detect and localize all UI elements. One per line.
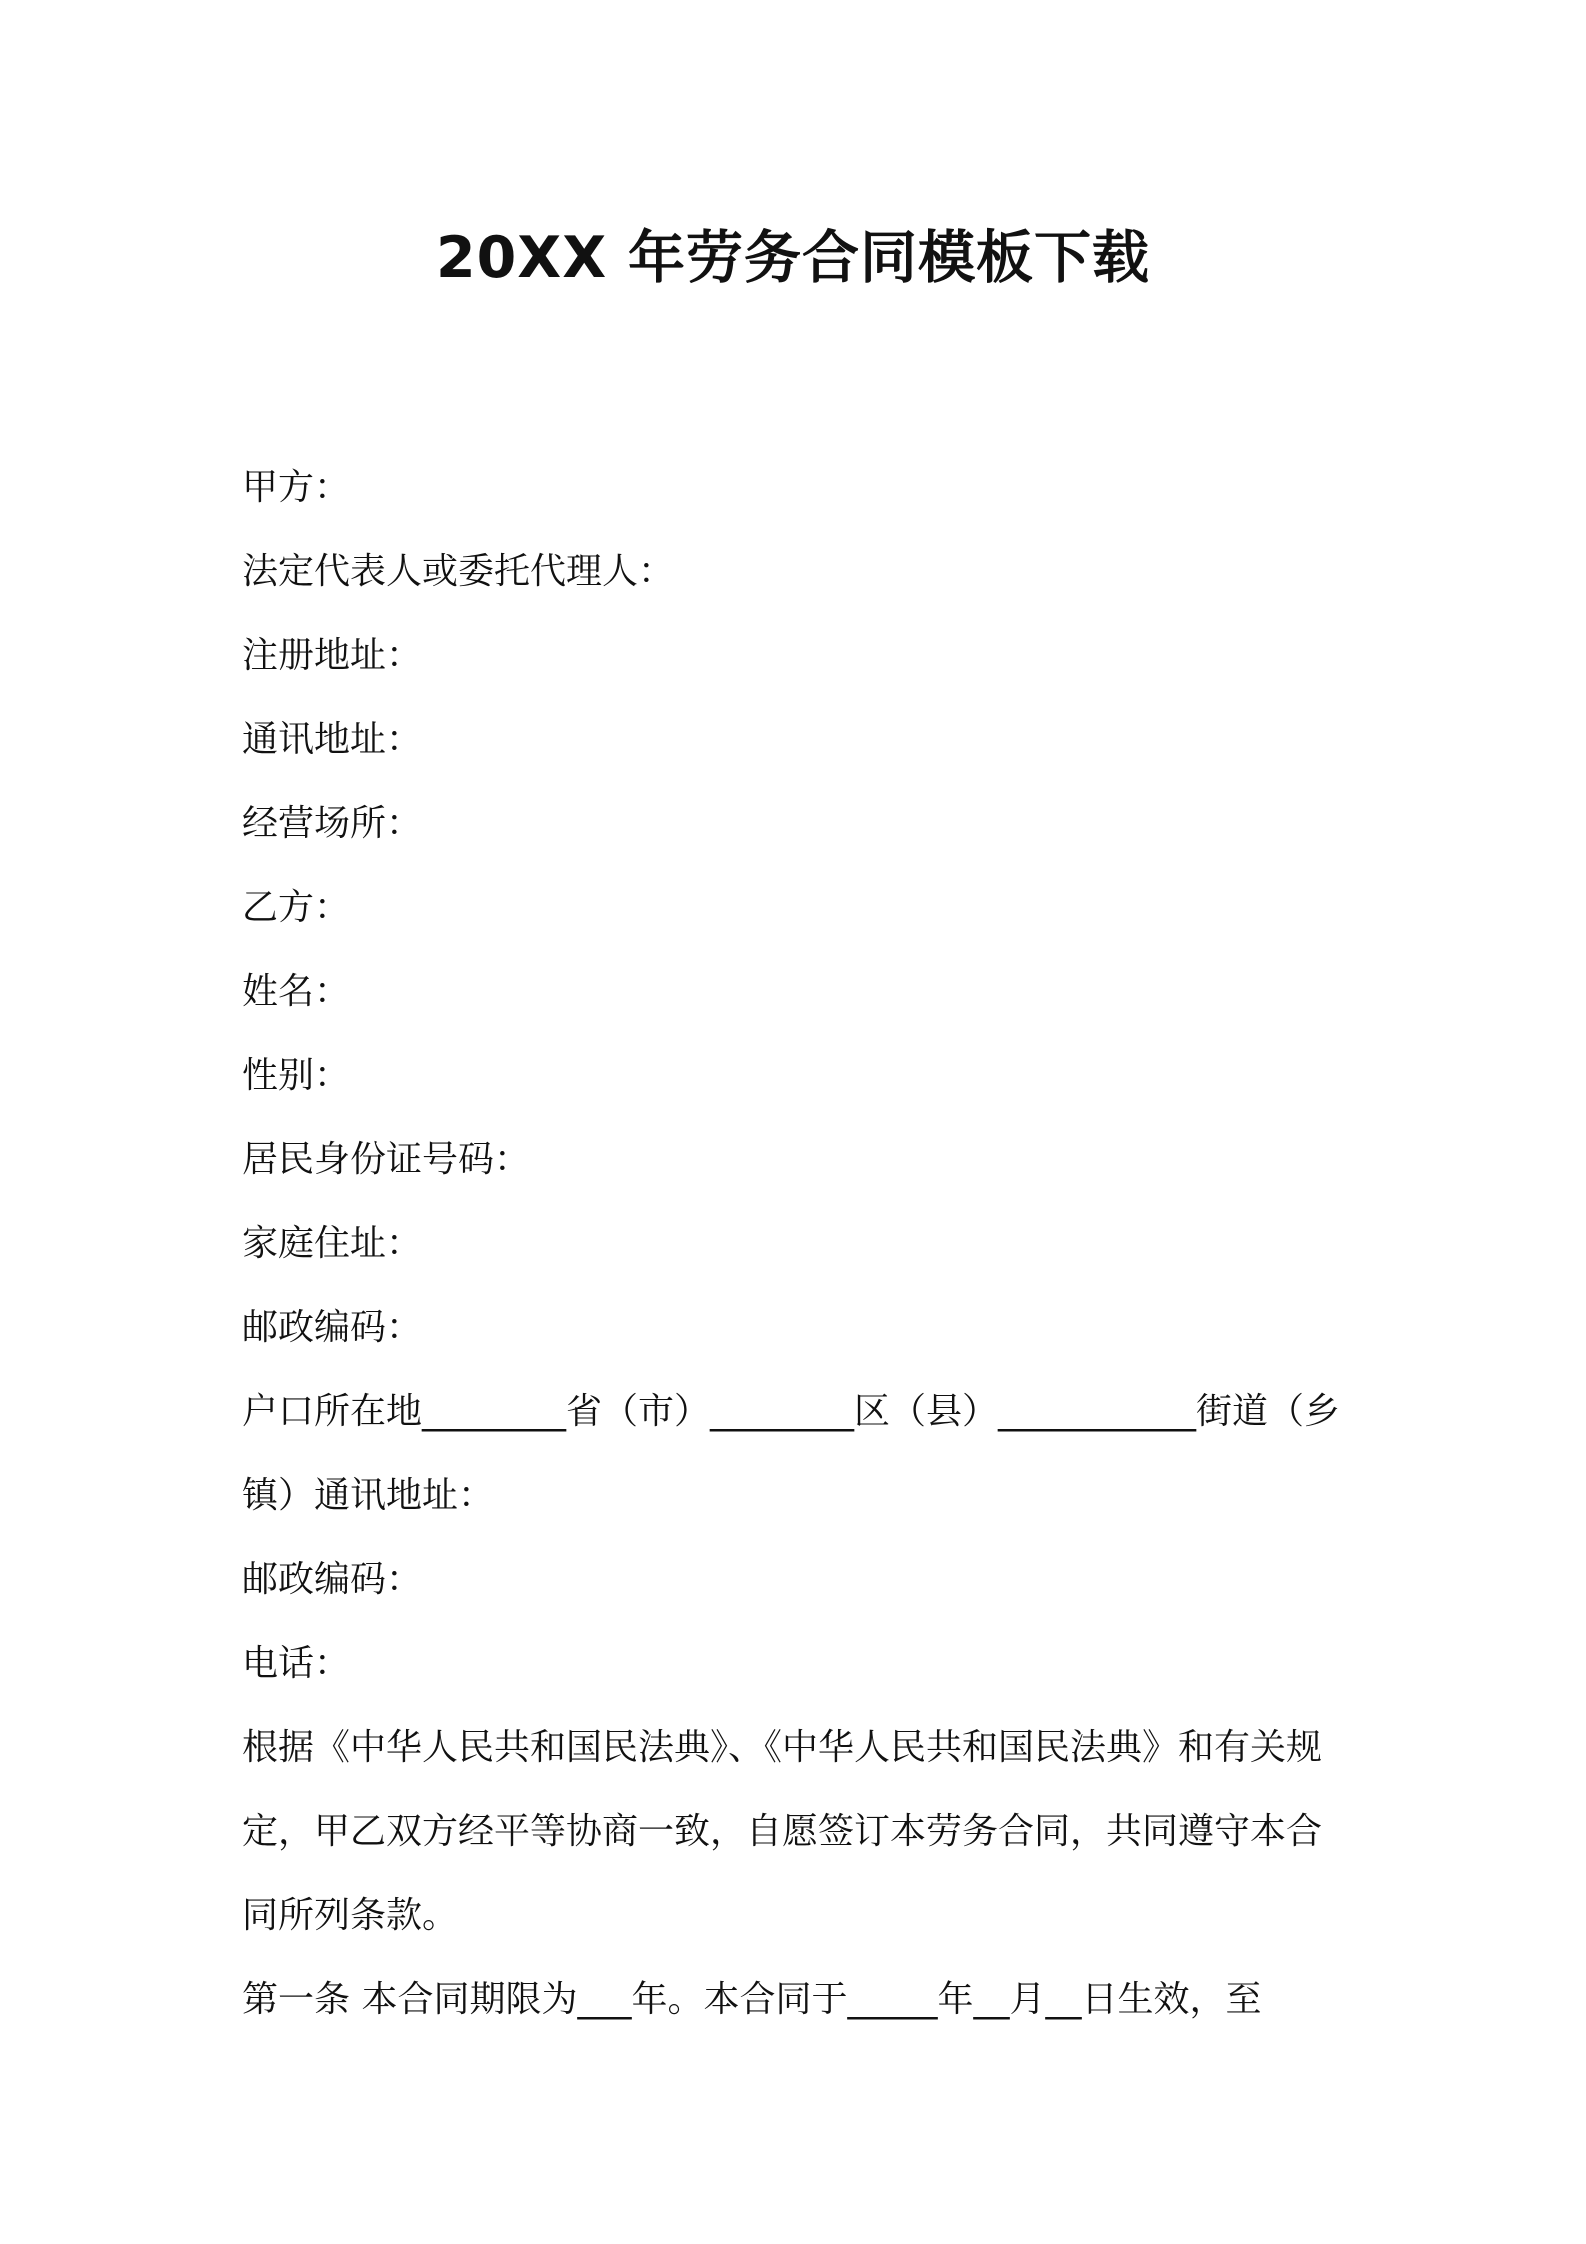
business-premises-line: 经营场所： [242,803,423,844]
mailing-address-line: 通讯地址： [242,719,423,760]
gender-line: 性别： [242,1055,351,1096]
preamble-line-3: 同所列条款。 [242,1895,459,1936]
postal-code-line: 邮政编码： [242,1307,423,1348]
article-one-line: 第一条 本合同期限为___年。本合同于_____年__月__日生效，至 [242,1979,1262,2020]
household-mailing-address-line: 镇）通讯地址： [242,1475,495,1516]
document-body [242,446,1357,2042]
phone-line: 电话： [242,1643,351,1684]
id-number-line: 居民身份证号码： [242,1139,531,1180]
document-title: 20XX 年劳务合同模板下载 [435,225,1151,291]
home-address-line: 家庭住址： [242,1223,423,1264]
legal-representative-line: 法定代表人或委托代理人： [242,551,675,592]
second-postal-code-line: 邮政编码： [242,1559,423,1600]
name-line: 姓名： [242,971,351,1012]
party-b-line: 乙方： [242,887,351,928]
party-a-line: 甲方： [242,467,351,508]
preamble-line-1: 根据《中华人民共和国民法典》、《中华人民共和国民法典》和有关规 [242,1727,1323,1768]
registered-address-line: 注册地址： [242,635,423,676]
preamble-line-2: 定，甲乙双方经平等协商一致，自愿签订本劳务合同，共同遵守本合 [242,1811,1323,1852]
household-registration-line: 户口所在地________省（市）________区（县）___________街道（乡 [242,1391,1341,1432]
